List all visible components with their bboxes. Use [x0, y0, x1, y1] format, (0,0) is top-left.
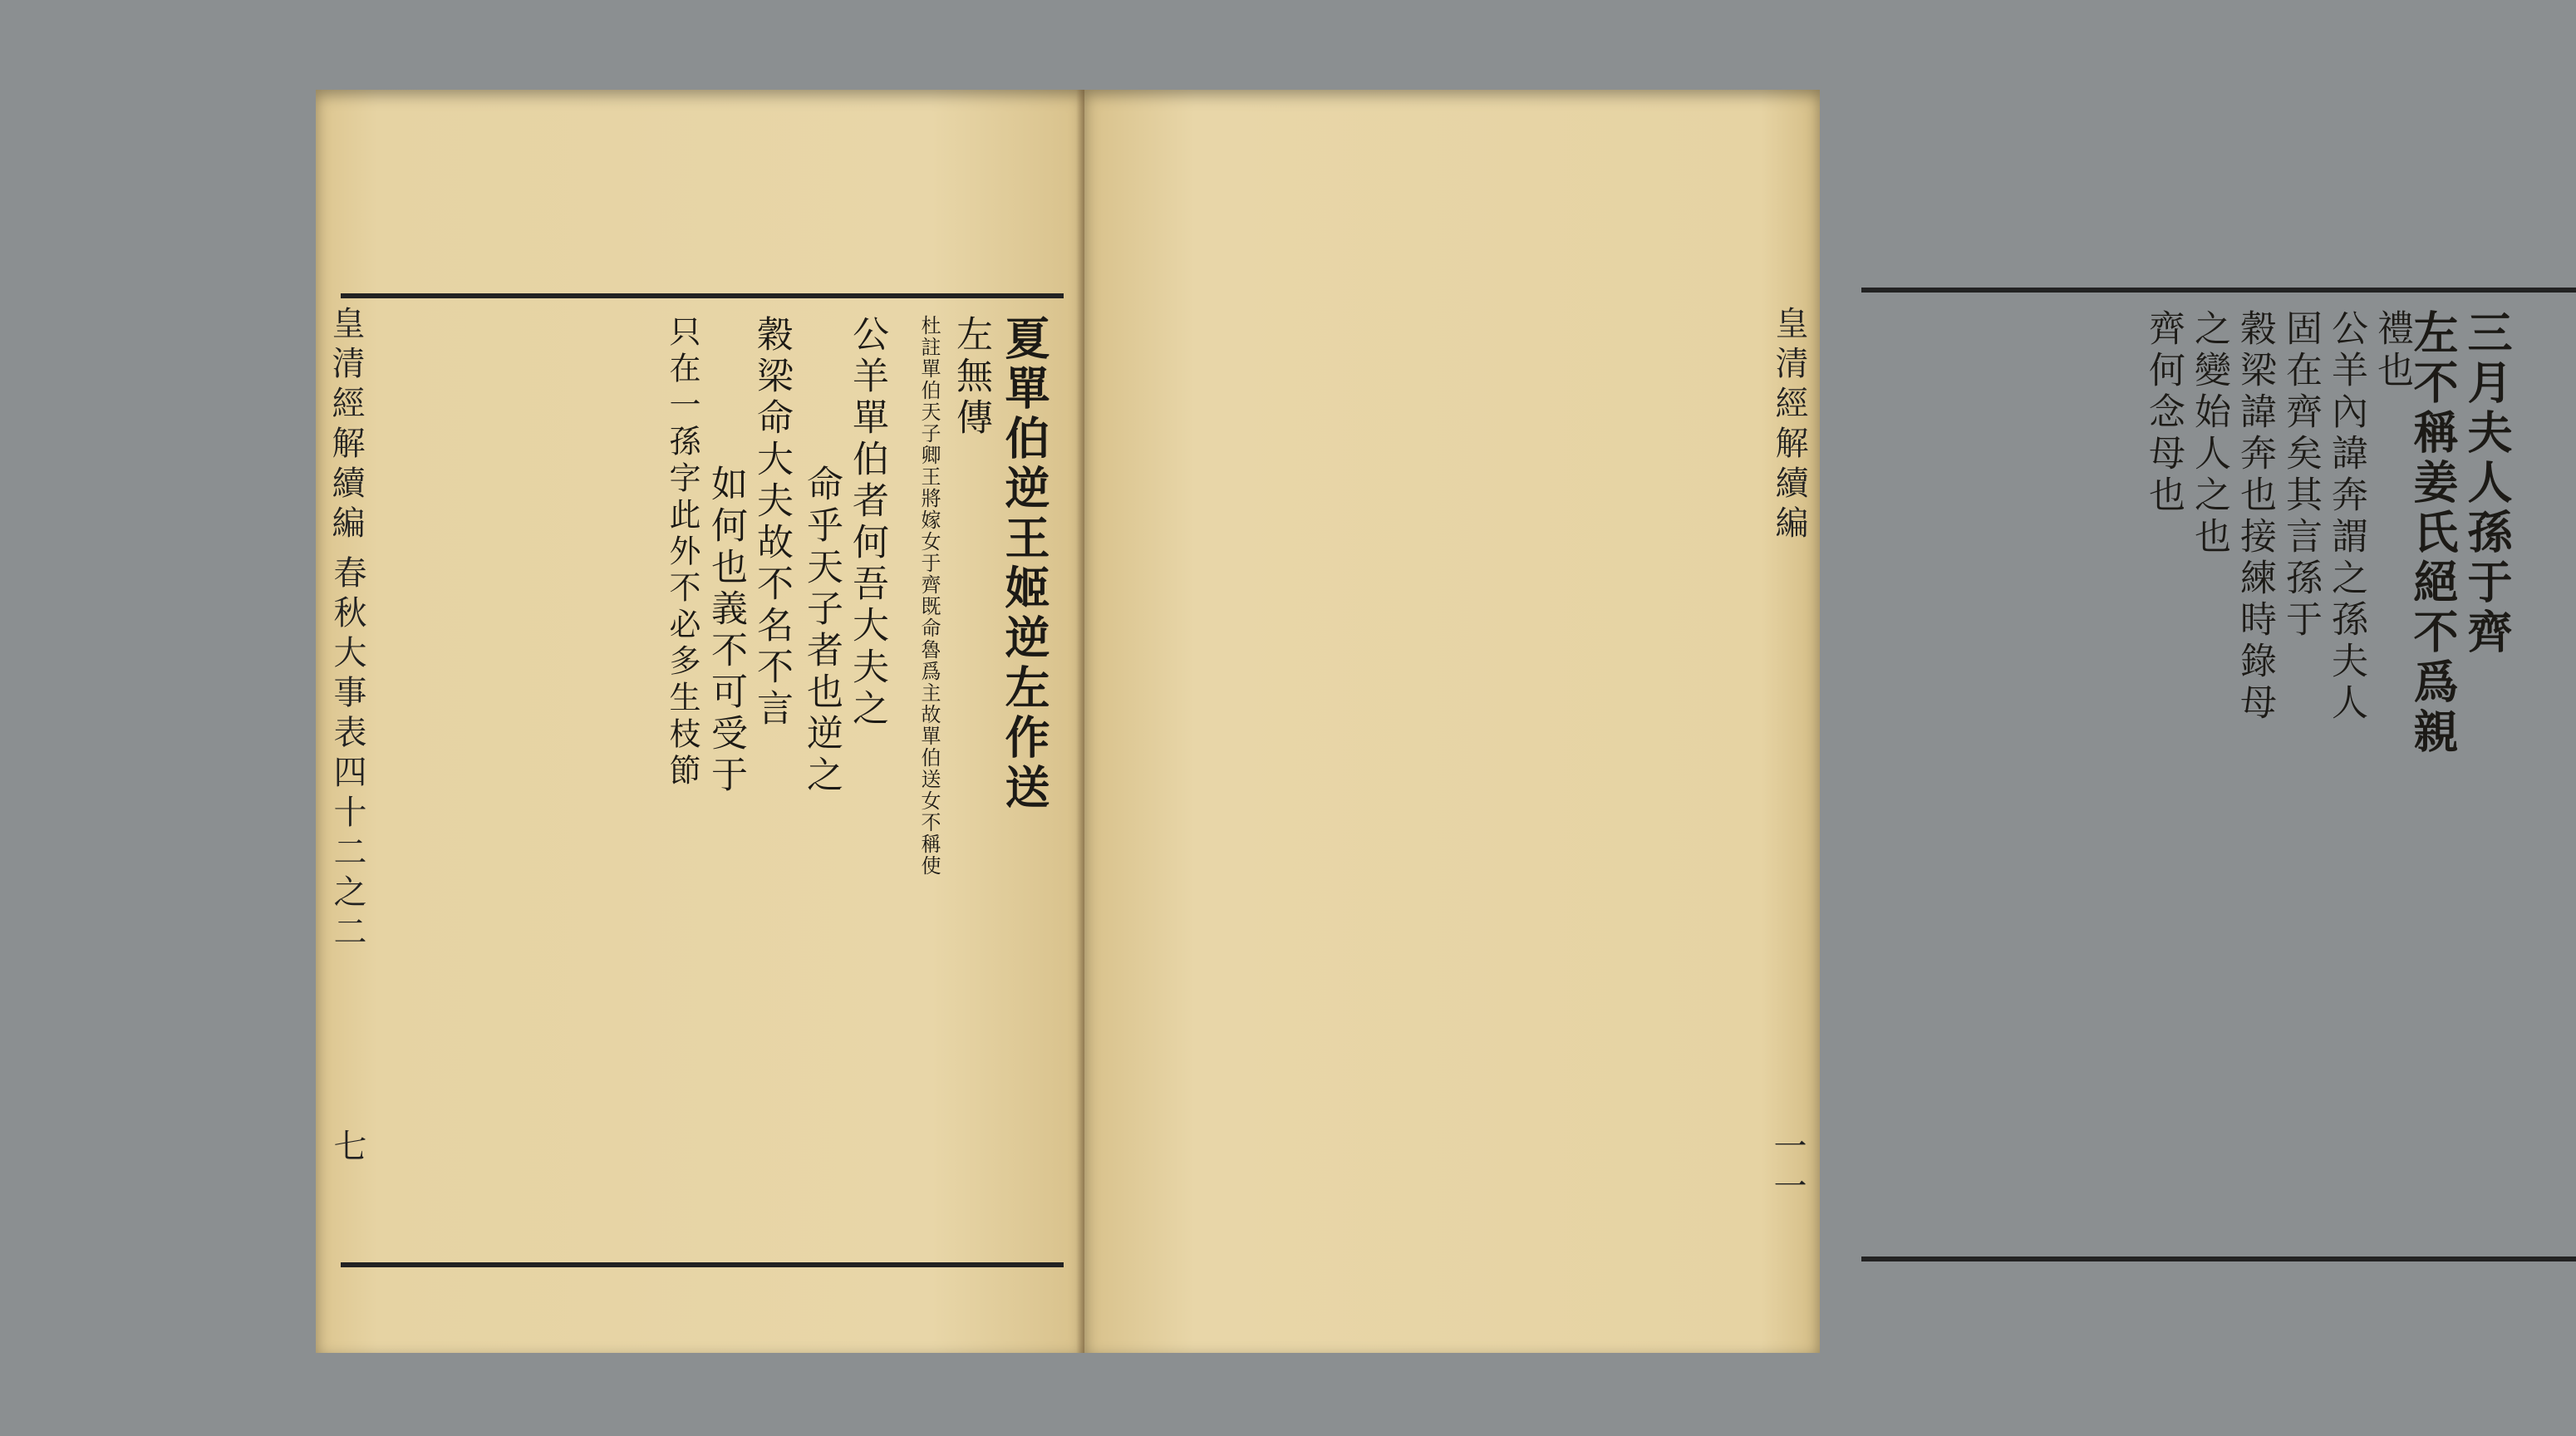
- left-col-6: 穀梁命大夫故不名不言: [750, 315, 793, 730]
- left-col-8: 只在一孫字此外不必多生枝節: [664, 315, 701, 790]
- left-col-3: 杜註單伯天子卿王將嫁女于齊既命魯爲主故單伯送女不稱使: [917, 315, 941, 877]
- left-folio: 七: [328, 1129, 366, 1168]
- right-col-2: 左不稱姜氏絕不爲親: [2406, 309, 2460, 758]
- right-col-6: 穀梁諱奔也接練時錄母: [2234, 309, 2276, 725]
- left-col-4: 公羊單伯者何吾大夫之: [846, 315, 888, 730]
- right-folio: 一一: [1768, 1129, 1807, 1208]
- right-col-4: 公羊內諱奔謂之孫夫人: [2325, 309, 2367, 725]
- right-page-frame: [1861, 288, 2576, 1261]
- right-col-5: 固在齊矣其言孫于: [2279, 309, 2322, 642]
- right-margin-title: 皇清經解續編: [1770, 306, 1808, 545]
- right-col-8: 齊何念母也: [2142, 309, 2185, 517]
- left-col-1: 夏單伯逆王姬逆左作送: [998, 315, 1051, 814]
- right-col-1: 三月夫人孫于齊: [2460, 309, 2514, 658]
- open-book: [316, 90, 2514, 1353]
- left-col-7: 如何也義不可受于: [705, 465, 747, 797]
- left-page: [316, 90, 1084, 1353]
- left-page-frame: [341, 293, 1064, 1267]
- left-col-2: 左無傳: [950, 315, 992, 440]
- left-col-5: 命乎天子者也逆之: [800, 465, 843, 797]
- left-margin-title: 皇清經解續編: [327, 306, 365, 545]
- right-page: [1084, 90, 2514, 1353]
- left-margin-chapter: 春秋大事表四十二之二: [328, 555, 366, 954]
- right-col-7: 之變始人之也: [2188, 309, 2230, 558]
- right-col-3: 禮也: [2371, 309, 2413, 392]
